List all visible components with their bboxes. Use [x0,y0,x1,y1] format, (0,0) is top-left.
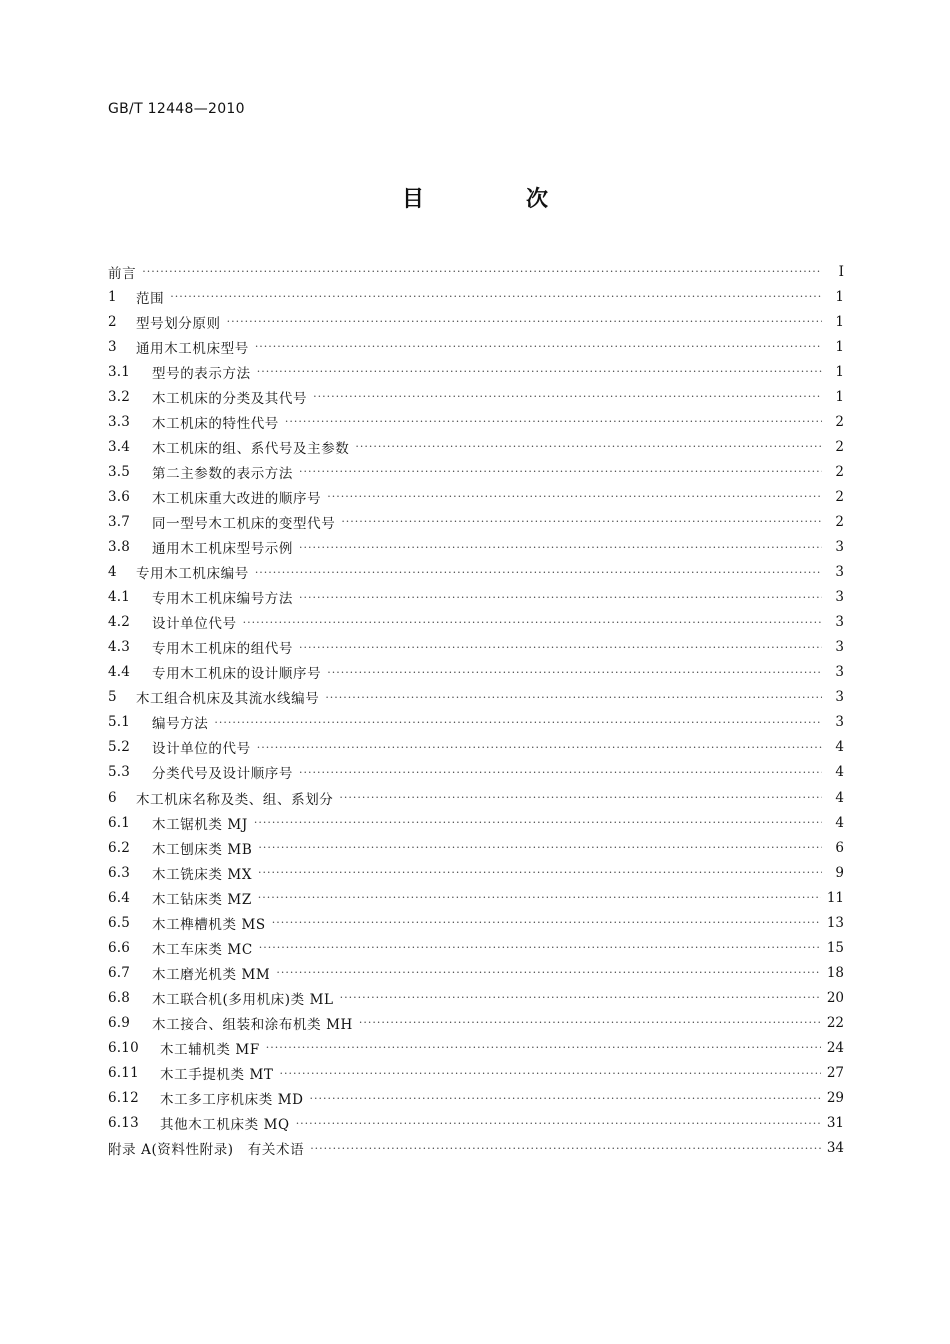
toc-entry-number: 3.8 [108,539,131,556]
toc-entry[interactable] [108,835,844,860]
toc-entry-page: 2 [835,413,844,430]
toc-entry[interactable] [108,860,844,885]
toc-entry-page: 11 [826,889,844,906]
toc-entry-title: 编号方法 [152,716,209,733]
toc-entry-page: 3 [835,639,844,656]
toc-entry[interactable] [108,585,844,610]
toc-entry[interactable] [108,359,844,384]
toc-entry[interactable] [108,284,844,309]
toc-entry-page: 1 [835,338,844,355]
toc-leader-dots [296,1117,821,1130]
toc-entry-title: 设计单位代号 [152,616,237,633]
toc-leader-dots [299,766,822,779]
toc-entry-title: 专用木工机床的组代号 [152,641,293,658]
toc-entry[interactable] [108,1111,844,1136]
toc-entry[interactable] [108,535,844,560]
toc-entry[interactable] [108,1010,844,1035]
toc-entry-title: 分类代号及设计顺序号 [152,766,293,783]
toc-entry-number: 4.3 [108,639,131,656]
toc-entry[interactable] [108,484,844,509]
toc-entry-number: 5.3 [108,764,131,781]
toc-entry-page: 2 [835,488,844,505]
toc-entry[interactable] [108,409,844,434]
toc-leader-dots [254,816,822,829]
toc-entry-title: 木工机床的特性代号 [152,415,279,432]
toc-entry[interactable] [108,985,844,1010]
toc-leader-dots [142,265,822,278]
toc-entry-title: 木工机床名称及类、组、系划分 [136,791,334,808]
toc-entry[interactable] [108,935,844,960]
toc-entry-title: 木工刨床类 MB [152,841,253,858]
toc-entry-number: 6.4 [108,889,131,906]
toc-entry-number: 3.7 [108,513,131,530]
toc-entry-title: 木工手提机类 MT [160,1067,274,1084]
toc-entry-page: 3 [835,614,844,631]
toc-entry-number: 5.2 [108,739,131,756]
toc-entry-page: 2 [835,513,844,530]
toc-entry-number: 3.5 [108,463,131,480]
toc-leader-dots [327,490,822,503]
toc-entry-page: 31 [826,1115,844,1132]
toc-entry[interactable] [108,309,844,334]
toc-entry-number: 6.10 [108,1039,139,1056]
toc-entry-page: 4 [835,764,844,781]
toc-entry-title: 同一型号木工机床的变型代号 [152,515,336,532]
toc-entry-page: 3 [835,539,844,556]
toc-entry[interactable] [108,760,844,785]
toc-entry-number: 2 [108,313,117,330]
toc-entry-number: 6.12 [108,1090,139,1107]
toc-entry[interactable] [108,560,844,585]
toc-entry-page: 34 [826,1140,844,1157]
toc-leader-dots [257,365,822,378]
toc-entry-page: 22 [826,1014,844,1031]
toc-entry-page: 2 [835,463,844,480]
toc-entry-number: 3.4 [108,438,131,455]
toc-entry-page: 4 [835,739,844,756]
toc-entry-title: 木工钻床类 MZ [152,891,252,908]
toc-leader-dots [313,390,822,403]
toc-leader-dots [258,866,822,879]
toc-entry[interactable] [108,960,844,985]
toc-entry-page: 1 [835,363,844,380]
toc-leader-dots [299,541,822,554]
toc-entry-title: 通用木工机床型号 [136,340,249,357]
toc-entry-title: 木工磨光机类 MM [152,966,271,983]
toc-entry-title: 木工多工序机床类 MD [160,1092,304,1109]
toc-leader-dots [259,941,821,954]
toc-entry-title: 第二主参数的表示方法 [152,465,293,482]
toc-entry[interactable] [108,735,844,760]
toc-entry-page: 13 [826,914,844,931]
toc-entry-page: 18 [826,964,844,981]
toc-leader-dots [266,1041,821,1054]
toc-entry-number: 6 [108,789,117,806]
toc-entry-page: 3 [835,589,844,606]
toc-entry[interactable] [108,1136,844,1161]
toc-entry[interactable] [108,610,844,635]
toc-entry-title: 专用木工机床的设计顺序号 [152,666,322,683]
toc-entry-title: 专用木工机床编号方法 [152,591,293,608]
toc-entry[interactable] [108,384,844,409]
toc-entry-title: 木工组合机床及其流水线编号 [136,691,320,708]
toc-leader-dots [355,440,822,453]
toc-entry-title: 其他木工机床类 MQ [160,1117,290,1134]
toc-entry-title: 范围 [136,290,165,307]
toc-entry-number: 4.2 [108,614,131,631]
toc-leader-dots [339,791,822,804]
toc-entry-title: 设计单位的代号 [152,741,251,758]
toc-entry-page: 2 [835,438,844,455]
toc-entry-number: 6.1 [108,814,131,831]
toc-entry-title: 木工辅机类 MF [160,1041,260,1058]
toc-entry-number: 6.7 [108,964,131,981]
toc-entry-page: 4 [835,814,844,831]
toc-entry-title: 专用木工机床编号 [136,566,249,583]
toc-entry-number: 6.5 [108,914,131,931]
toc-entry-number: 6.11 [108,1065,139,1082]
toc-leader-dots [340,991,821,1004]
toc-entry-number: 3.6 [108,488,131,505]
toc-leader-dots [325,691,822,704]
toc-leader-dots [258,891,821,904]
toc-entry-page: 3 [835,714,844,731]
toc-leader-dots [359,1016,821,1029]
toc-entry-title: 附录 A(资料性附录) 有关术语 [108,1142,305,1159]
toc-entry-page: 29 [826,1090,844,1107]
toc-entry-page: 4 [835,789,844,806]
toc-entry[interactable] [108,1061,844,1086]
toc-entry-page: 9 [835,864,844,881]
toc-entry-page: 3 [835,689,844,706]
toc-leader-dots [276,966,820,979]
toc-leader-dots [285,415,822,428]
toc-entry-title: 木工机床的分类及其代号 [152,390,308,407]
toc-entry-title: 木工铣床类 MX [152,866,253,883]
toc-entry[interactable] [108,910,844,935]
toc-entry-number: 4.1 [108,589,131,606]
toc-entry[interactable] [108,710,844,735]
toc-leader-dots [227,315,822,328]
document-code: GB/T 12448—2010 [108,101,245,117]
toc-entry-page: Ⅰ [838,263,844,280]
toc-leader-dots [299,465,822,478]
toc-entry-page: 27 [826,1065,844,1082]
toc-entry-page: 20 [826,989,844,1006]
toc-entry-number: 5 [108,689,117,706]
toc-entry-number: 6.8 [108,989,131,1006]
toc-entry-page: 3 [835,564,844,581]
toc-leader-dots [255,340,822,353]
toc-entry-number: 6.2 [108,839,131,856]
toc-entry-title: 型号的表示方法 [152,365,251,382]
toc-leader-dots [327,666,822,679]
toc-entry-title: 通用木工机床型号示例 [152,541,293,558]
toc-entry[interactable] [108,434,844,459]
toc-entry-number: 4 [108,564,117,581]
toc-entry-number: 6.3 [108,864,131,881]
table-of-contents [108,259,844,1161]
toc-entry-number: 1 [108,288,117,305]
toc-entry-number: 3.2 [108,388,131,405]
toc-entry[interactable] [108,635,844,660]
toc-entry-number: 6.6 [108,939,131,956]
toc-entry-number: 6.9 [108,1014,131,1031]
toc-entry[interactable] [108,259,844,284]
toc-leader-dots [280,1067,821,1080]
toc-entry-title: 木工联合机(多用机床)类 ML [152,991,334,1008]
toc-entry-title: 木工接合、组装和涂布机类 MH [152,1016,353,1033]
page-title: 目 次 [401,187,588,212]
toc-entry-page: 1 [835,313,844,330]
toc-entry-number: 5.1 [108,714,131,731]
toc-leader-dots [243,616,822,629]
toc-entry[interactable] [108,685,844,710]
toc-entry[interactable] [108,1086,844,1111]
toc-entry[interactable] [108,509,844,534]
toc-entry[interactable] [108,459,844,484]
toc-entry[interactable] [108,810,844,835]
toc-leader-dots [299,641,822,654]
toc-entry-number: 3.1 [108,363,131,380]
toc-entry-title: 木工榫槽机类 MS [152,916,266,933]
toc-entry-title: 木工机床的组、系代号及主参数 [152,440,350,457]
toc-leader-dots [257,741,822,754]
toc-entry-page: 1 [835,388,844,405]
toc-leader-dots [310,1092,821,1105]
toc-entry[interactable] [108,885,844,910]
toc-entry-title: 前言 [108,265,137,282]
toc-entry-title: 木工车床类 MC [152,941,253,958]
toc-entry-title: 木工机床重大改进的顺序号 [152,490,322,507]
toc-entry-page: 1 [835,288,844,305]
toc-entry[interactable] [108,660,844,685]
toc-entry[interactable] [108,1035,844,1060]
toc-entry-page: 15 [826,939,844,956]
toc-leader-dots [341,515,822,528]
toc-entry-number: 3.3 [108,413,131,430]
toc-entry-title: 型号划分原则 [136,315,221,332]
toc-leader-dots [310,1142,821,1155]
toc-entry[interactable] [108,785,844,810]
toc-leader-dots [272,916,821,929]
toc-leader-dots [299,591,822,604]
toc-entry-page: 6 [835,839,844,856]
toc-entry-page: 24 [826,1039,844,1056]
toc-leader-dots [258,841,822,854]
toc-entry-title: 木工锯机类 MJ [152,816,248,833]
toc-entry-number: 6.13 [108,1115,139,1132]
toc-leader-dots [170,290,822,303]
toc-entry[interactable] [108,334,844,359]
toc-leader-dots [255,566,822,579]
toc-entry-number: 3 [108,338,117,355]
toc-entry-page: 3 [835,664,844,681]
toc-leader-dots [214,716,822,729]
toc-entry-number: 4.4 [108,664,131,681]
